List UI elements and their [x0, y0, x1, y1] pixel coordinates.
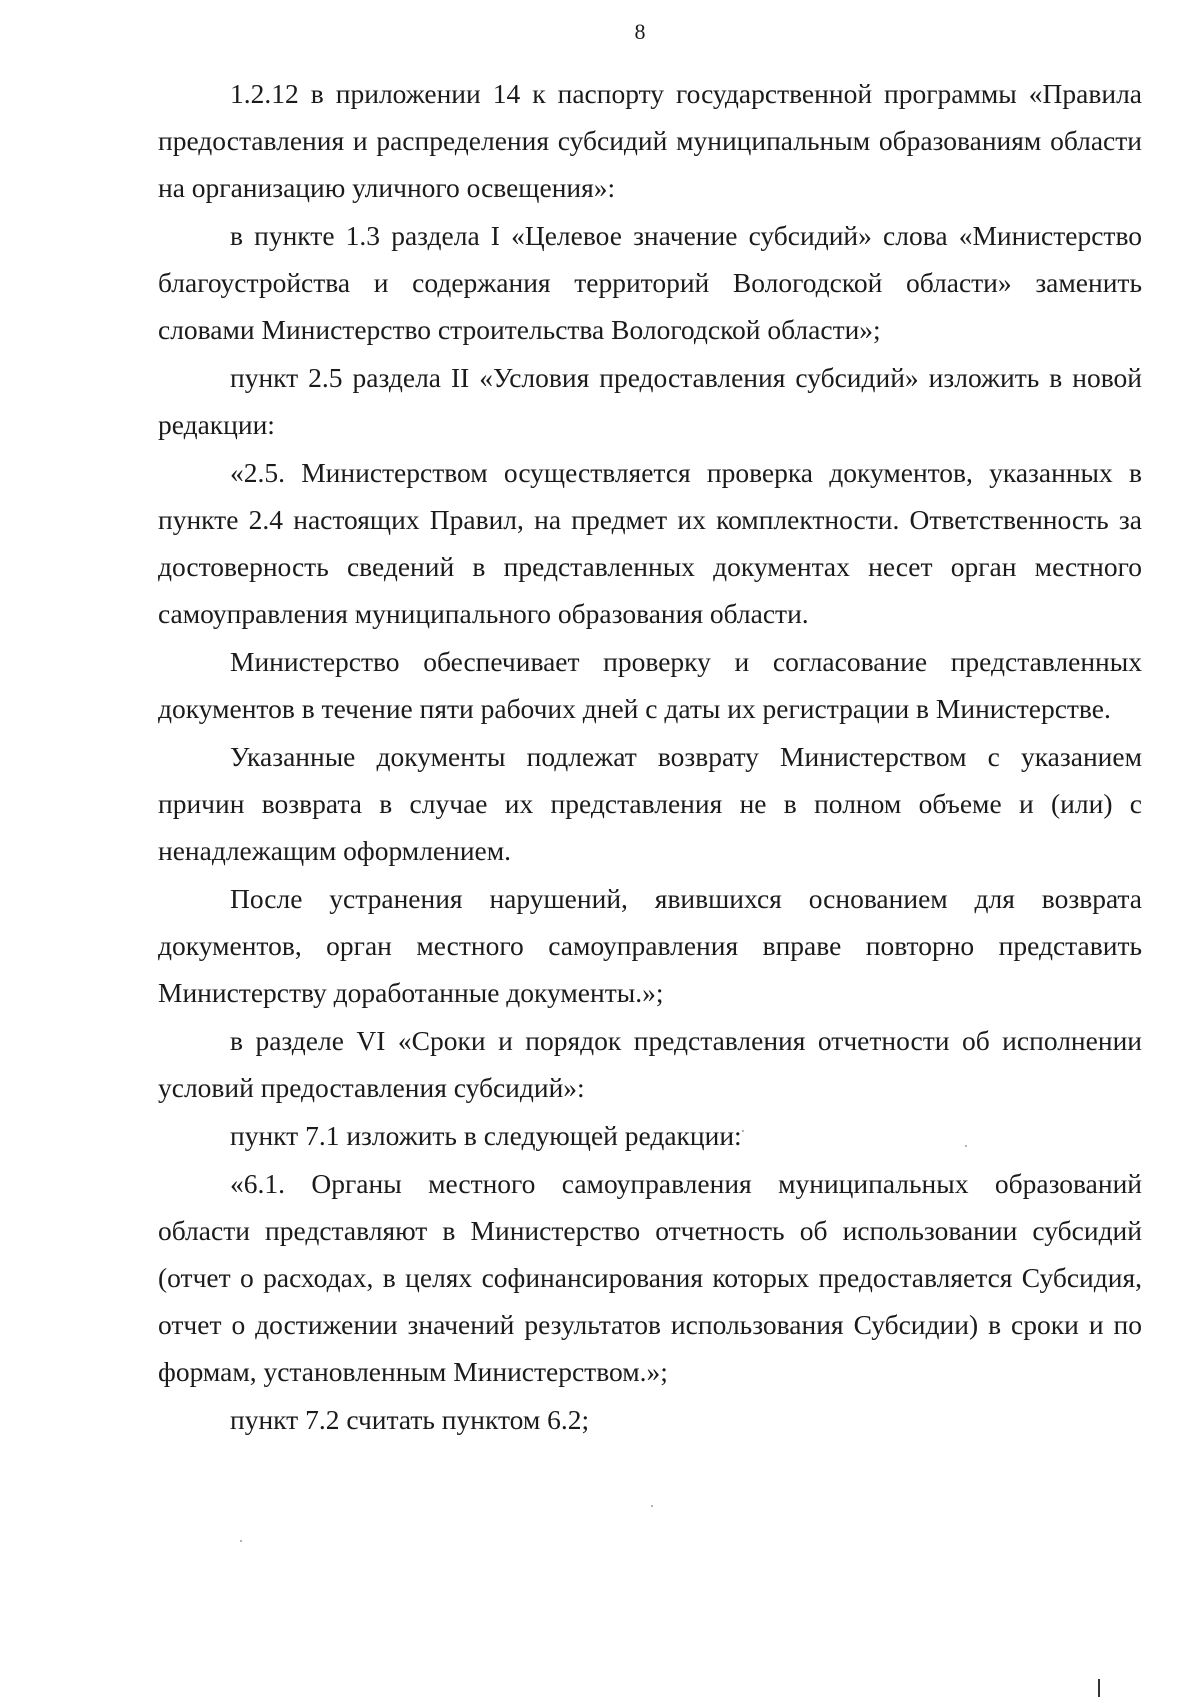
scan-edge-mark: [1098, 1679, 1100, 1697]
paragraph-resubmission: После устранения нарушений, явившихся основанием для возврата документов, орган местного самоуправления вправе повторно представить Министерству доработанные документы.»;: [158, 883, 1142, 1008]
scan-speck: [240, 1540, 242, 1542]
paragraph-return-documents: Указанные документы подлежат возврату Министерством с указанием причин возврата в случае их представления не в полном объеме и (или) с ненадлежащим оформлением.: [158, 741, 1142, 866]
paragraph-clause-6-1-text: «6.1. Органы местного самоуправления муниципальных образований области представляют в Министерство отчетность об использовании субсидий (отчет о расходах, в целях софинансирования которых предоставляется Субсидия, отчет о достижении значений результатов использования Субсидии) в сроки и по формам, установленным Министерством.»;: [158, 1168, 1142, 1387]
paragraph-1-2-12: 1.2.12 в приложении 14 к паспорту государственной программы «Правила предоставления и распределения субсидий муниципальным образованиям области на организацию уличного освещения»:: [158, 78, 1142, 203]
scan-speck: [965, 1145, 967, 1147]
paragraph-clause-2-5-intro: пункт 2.5 раздела II «Условия предоставления субсидий» изложить в новой редакции:: [158, 362, 1142, 440]
paragraph-clause-7-2: пункт 7.2 считать пунктом 6.2;: [230, 1404, 590, 1435]
paragraph-clause-2-5-text: «2.5. Министерством осуществляется проверка документов, указанных в пункте 2.4 настоящих Правил, на предмет их комплектности. Ответственность за достоверность сведений в представленных документах несет орган местного самоуправления муниципального образования области.: [158, 457, 1142, 629]
paragraph-clause-1-3: в пункте 1.3 раздела I «Целевое значение субсидий» слова «Министерство благоустройства и содержания территорий Вологодской области» заменить словами Министерство строительства Вологодской области»;: [158, 220, 1142, 345]
document-body: [158, 70, 1142, 1444]
scan-speck: [651, 1505, 653, 1507]
paragraph-section-vi: в разделе VI «Сроки и порядок представления отчетности об исполнении условий предоставления субсидий»:: [158, 1025, 1142, 1103]
scan-speck: [742, 1130, 744, 1132]
page-number: 8: [634, 19, 646, 44]
paragraph-ministry-check: Министерство обеспечивает проверку и согласование представленных документов в течение пяти рабочих дней с даты их регистрации в Министерстве.: [158, 646, 1142, 724]
paragraph-clause-7-1: пункт 7.1 изложить в следующей редакции:: [230, 1120, 742, 1151]
